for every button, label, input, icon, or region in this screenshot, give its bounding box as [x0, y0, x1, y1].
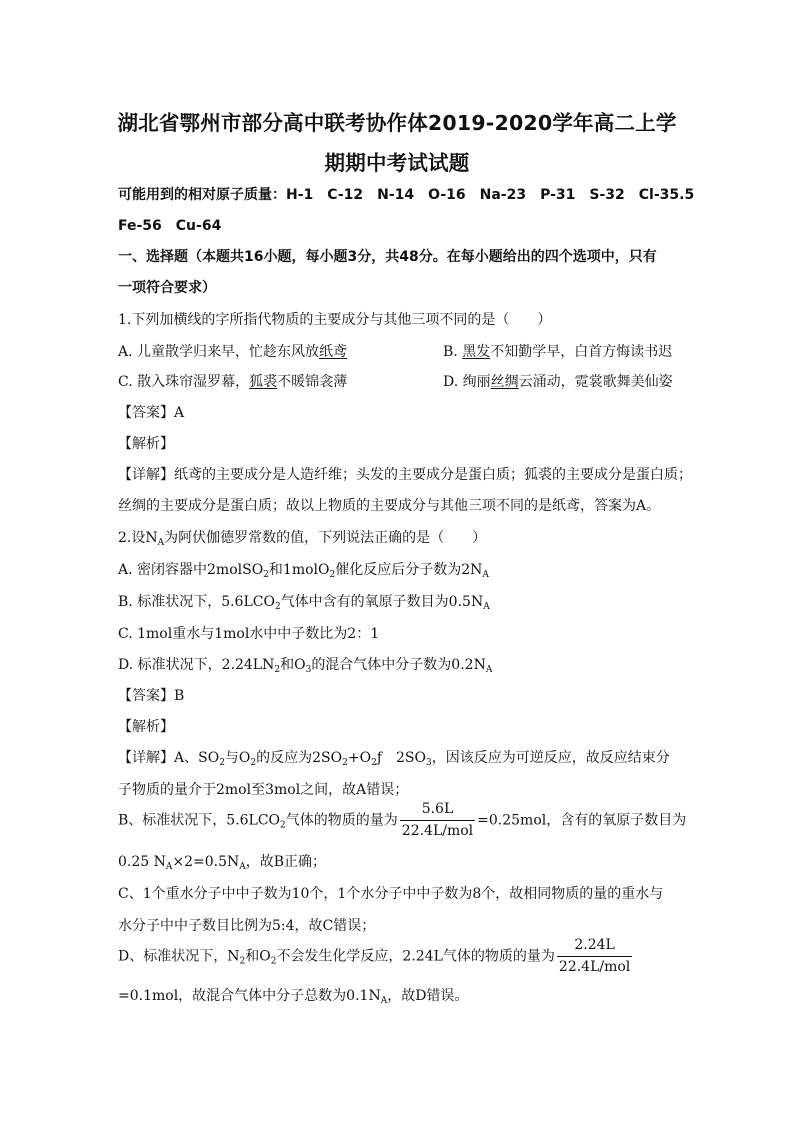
q2-detail-d-line1: D、标准状况下，$N_2$和$O_2$不会发生化学反应，2.24L气体的物质的量为 $\frac{2.24L}{\text{22.4L/mol}}$ — [118, 937, 631, 975]
q1-analysis-label: 【解析】 — [118, 436, 174, 452]
q1-detail-line1: 【详解】纸鸢的主要成分是人造纤维；头发的主要成分是蛋白质；狐裘的主要成分是蛋白质； — [118, 467, 692, 483]
q2-option-b: B. 标准状况下，$5.6LCO_2$气体中含有的氧原子数目为$0.5N_A$ — [118, 594, 490, 612]
section-heading-line2: 一项符合要求） — [118, 280, 216, 296]
q2-detail-b-line2: 0.25 $N_A\times 2=0.5N_A$，故B正确； — [118, 854, 327, 872]
q1-answer: 【答案】A — [118, 405, 185, 421]
q2-option-d: D. 标准状况下，$2.24LN_2$和$O_3$的混合气体中分子数为$0.2N_A$ — [118, 657, 493, 675]
atomic-masses-line2: Fe-56 Cu-64 — [118, 218, 222, 234]
atomic-masses-line1: 可能用到的相对原子质量：H-1 C-12 N-14 O-16 Na-23 P-31 S-32 Cl-35.5 — [118, 187, 695, 203]
q2-detail-b-line1: B、标准状况下，$5.6LCO_2$气体的物质的量为 $\frac{5.6L}{\text{22.4L/mol}}$ =0.25mol，含有的氧原子数目为 — [118, 801, 687, 839]
q1-option-b: B. 黑发不知勤学早，白首方悔读书迟 — [443, 344, 673, 360]
q2-detail-a-line2: 子物质的量介于2mol至3mol之间，故A错误； — [118, 782, 409, 798]
document-title-line2: 期期中考试试题 — [324, 151, 470, 175]
q2-option-c: C. 1mol重水与1mol水中中子数比为2：1 — [118, 626, 380, 642]
q1-stem: 1.下列加横线的字所指代物质的主要成分与其他三项不同的是（ ） — [118, 312, 552, 328]
q2-detail-c-line2: 水分子中中子数目比例为5:4，故C错误； — [118, 918, 376, 934]
fraction-2.24-over-22.4: $\frac{2.24L}{\text{22.4L/mol}}$ — [558, 937, 631, 975]
fraction-5.6-over-22.4: $\frac{5.6L}{\text{22.4L/mol}}$ — [401, 801, 474, 839]
document-title-line1: 湖北省鄂州市部分高中联考协作体2019-2020学年高二上学 — [117, 111, 677, 135]
q2-stem: 2.设$N_A$为阿伏伽德罗常数的值，下列说法正确的是（ ） — [118, 530, 487, 548]
q1-option-a: A. 儿童散学归来早，忙趁东风放纸鸢 — [118, 344, 348, 360]
q1-detail-line2: 丝绸的主要成分是蛋白质；故以上物质的主要成分与其他三项不同的是纸鸢，答案为A。 — [118, 498, 661, 514]
q2-detail-c-line1: C、1个重水分子中中子数为10个，1个水分子中中子数为8个，故相同物质的量的重水与 — [118, 886, 664, 902]
q1-option-d: D. 绚丽丝绸云涌动，霓裳歌舞美仙姿 — [443, 374, 673, 390]
q2-answer: 【答案】B — [118, 688, 185, 704]
q2-option-a: A. 密闭容器中2molSO$_2$和1molO$_2$催化反应后分子数为$2N_A$ — [118, 562, 489, 580]
q2-analysis-label: 【解析】 — [118, 719, 174, 735]
q2-detail-d-line2: =0.1mol，故混合气体中分子总数为$0.1N_A$，故D错误。 — [118, 988, 469, 1006]
section-heading-line1: 一、选择题（本题共16小题，每小题3分，共48分。在每小题给出的四个选项中，只有 — [118, 249, 657, 265]
q2-detail-a-line1: 【详解】A、$SO_2$与$O_2$的反应为$2SO_2+O_2ƒ$ $2SO_3$，因该反应为可逆反应，故反应结束分 — [118, 750, 670, 768]
q1-option-c: C. 散入珠帘湿罗幕，狐裘不暖锦衾薄 — [118, 374, 348, 390]
